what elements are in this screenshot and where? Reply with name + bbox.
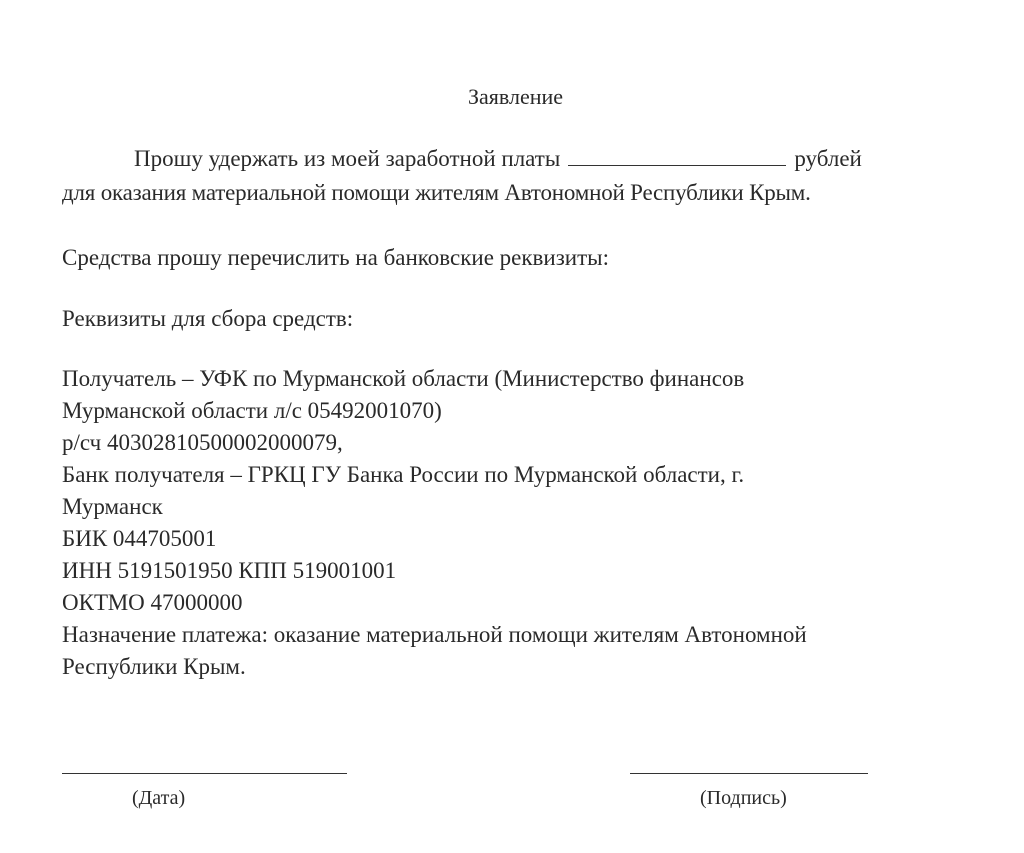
requisites-heading: Реквизиты для сбора средств: xyxy=(62,306,354,331)
amount-blank xyxy=(568,145,786,166)
requisite-line: Банк получателя – ГРКЦ ГУ Банка России по Мурманской области, г. xyxy=(62,462,745,487)
transfer-request: Средства прошу перечислить на банковские реквизиты: xyxy=(62,245,610,270)
signature-line xyxy=(630,773,868,774)
date-label: (Дата) xyxy=(132,787,186,809)
requisite-line: Республики Крым. xyxy=(62,654,246,679)
requisite-line: Мурманск xyxy=(62,494,163,519)
requisite-line: Получатель – УФК по Мурманской области (Министерство финансов xyxy=(62,366,745,391)
requisite-line: р/сч 40302810500002000079, xyxy=(62,430,343,455)
document-title: Заявление xyxy=(468,84,564,109)
currency-text: рублей xyxy=(794,146,862,171)
request-text: Прошу удержать из моей заработной платы xyxy=(134,146,561,171)
requisite-line: БИК 044705001 xyxy=(62,526,217,551)
requisite-line: ОКТМО 47000000 xyxy=(62,590,243,615)
request-line-2: для оказания материальной помощи жителям Автономной Республики Крым. xyxy=(62,180,811,205)
request-line-1 xyxy=(134,144,862,174)
requisite-line: Мурманской области л/с 05492001070) xyxy=(62,398,442,423)
signature-label: (Подпись) xyxy=(700,787,787,809)
requisite-line: Назначение платежа: оказание материальной помощи жителям Автономной xyxy=(62,622,807,647)
date-line xyxy=(62,773,347,774)
requisite-line: ИНН 5191501950 КПП 519001001 xyxy=(62,558,397,583)
